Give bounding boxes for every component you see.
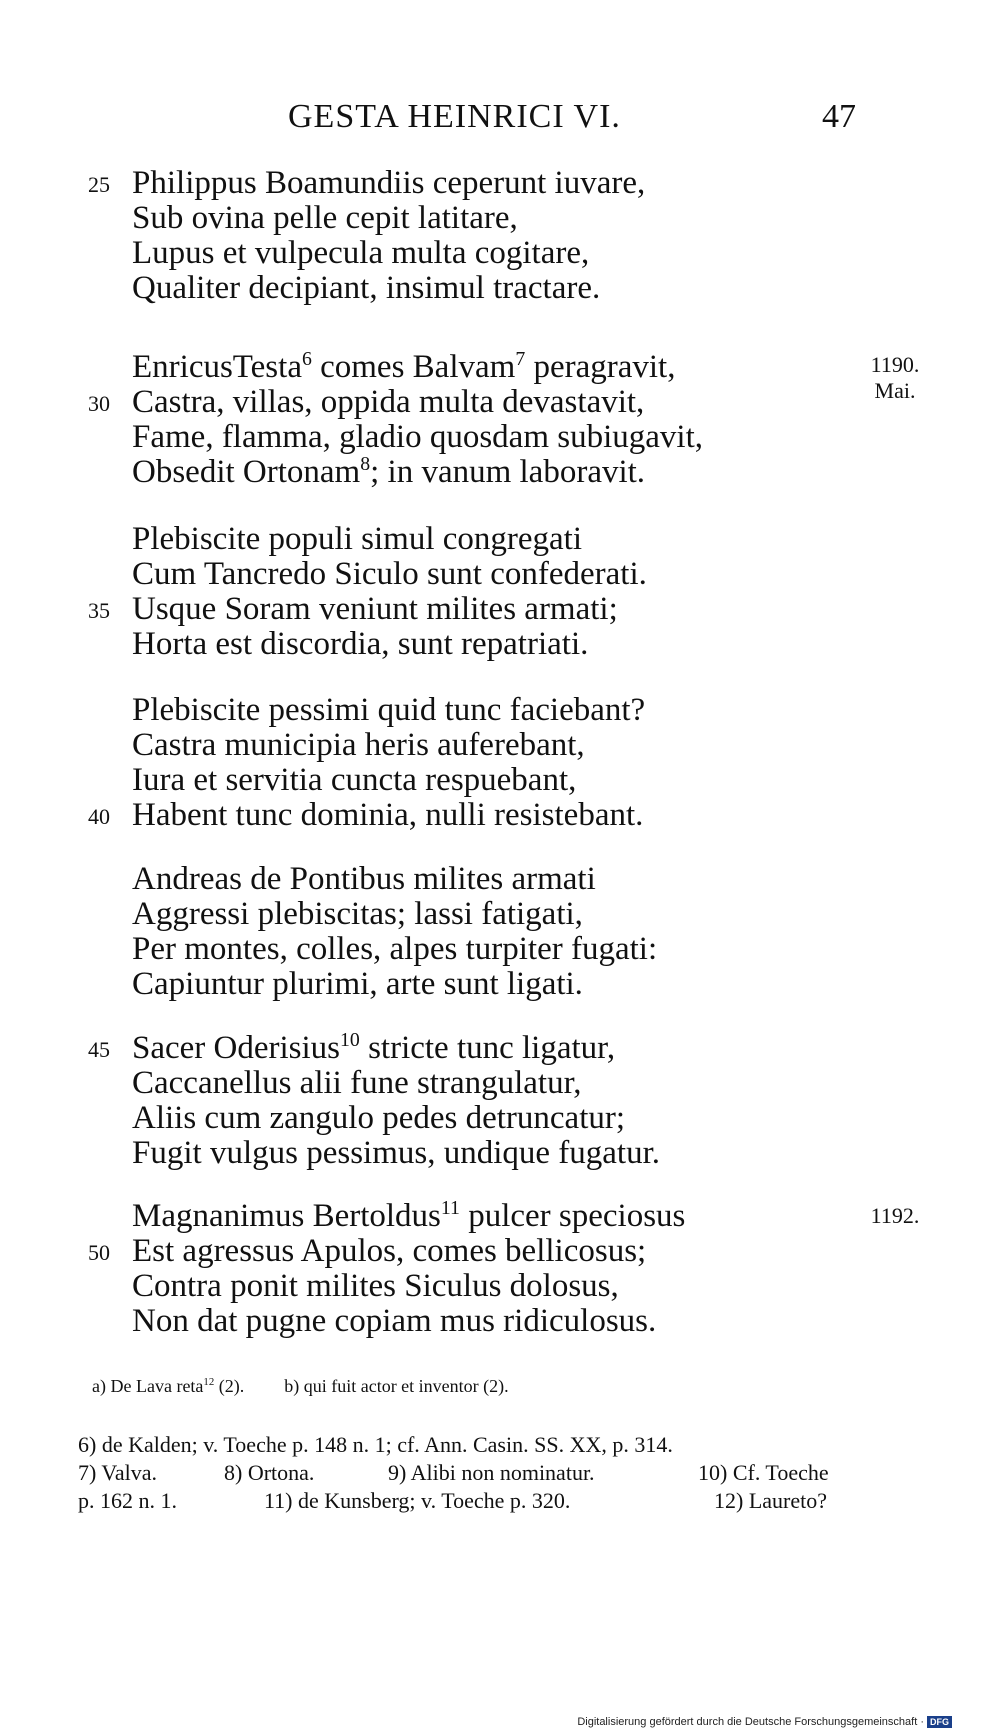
line-number: 40 [88, 804, 110, 829]
footnote-ref: 10 [340, 1029, 360, 1051]
footnote-11: 11) de Kunsberg; v. Toeche p. 320. [264, 1488, 571, 1513]
verse-text: Philippus Boamundiis ceperunt iuvare, [132, 165, 646, 201]
verse-line [0, 627, 1000, 662]
verse-text: Sacer Oderisius$^{10}$ stricte tunc ligatur, [132, 1029, 616, 1066]
footnote-ref: 8 [360, 453, 371, 475]
footnote-9: 9) Alibi non nominatur. [388, 1460, 595, 1485]
stanza-5 [0, 862, 1000, 1002]
verse-text: Aliis cum zangulo pedes detruncatur; [132, 1100, 626, 1136]
line-number: 25 [88, 172, 110, 197]
verse-line [0, 932, 1000, 967]
page-header [0, 98, 1000, 150]
margin-year: 1192. [870, 1203, 920, 1228]
verse-text: Lupus et vulpecula multa cogitare, [132, 235, 590, 271]
footnote-10: 10) Cf. Toeche [698, 1460, 829, 1485]
verse-text: Fame, flamma, gladio quosdam subiugavit, [132, 419, 703, 455]
footnote-7: 7) Valva. [78, 1460, 158, 1485]
verse-text: Contra ponit milites Siculus dolosus, [132, 1268, 619, 1304]
verse-text: Magnanimus Bertoldus$^{11}$ pulcer speciosus [132, 1197, 686, 1234]
critical-apparatus [92, 1376, 509, 1397]
footnote-line [78, 1431, 868, 1459]
footnote-ref: 11 [440, 1197, 460, 1219]
verse-text: Plebiscite populi simul congregati [132, 521, 583, 557]
verse-text: Capiuntur plurimi, arte sunt ligati. [132, 966, 583, 1002]
margin-date-note [860, 352, 930, 404]
verse-text: Iura et servitia cuncta respuebant, [132, 762, 577, 798]
critical-note-a: a) De Lava reta$^{12}$ (2). [92, 1376, 245, 1396]
verse-text: Sub ovina pelle cepit latitare, [132, 200, 518, 236]
verse-line [0, 1304, 1000, 1339]
verse-line [0, 693, 1000, 728]
margin-date-note [860, 1203, 930, 1229]
verse-line [0, 1136, 1000, 1171]
line-number: 35 [88, 598, 110, 623]
stanza-6 [0, 1031, 1000, 1171]
line-number: 45 [88, 1037, 110, 1062]
footnote-line [78, 1487, 868, 1515]
footnotes [78, 1431, 868, 1515]
verse-line [0, 522, 1000, 557]
verse-text: Castra municipia heris auferebant, [132, 727, 585, 763]
verse-text: EnricusTesta$^6$ comes Balvam$^7$ peragravit, [132, 348, 676, 385]
line-number: 50 [88, 1240, 110, 1265]
verse-line [0, 201, 1000, 236]
footnote-10-continued: p. 162 n. 1. [78, 1488, 177, 1513]
stanza-2 [0, 350, 1000, 490]
verse-line [0, 420, 1000, 455]
footnote-6: 6) de Kalden; v. Toeche p. 148 n. 1; cf. Ann. Casin. SS. XX, p. 314. [78, 1432, 673, 1457]
verse-text: Non dat pugne copiam mus ridiculosus. [132, 1303, 657, 1339]
verse-text: Castra, villas, oppida multa devastavit, [132, 384, 645, 420]
verse-text: Fugit vulgus pessimus, undique fugatur. [132, 1135, 660, 1171]
verse-line [0, 1101, 1000, 1136]
verse-text: Usque Soram veniunt milites armati; [132, 591, 618, 627]
verse-line [0, 557, 1000, 592]
verse-line [0, 1269, 1000, 1304]
footnote-ref: 6 [301, 348, 312, 370]
footnote-12: 12) Laureto? [714, 1488, 827, 1513]
verse-text: Andreas de Pontibus milites armati [132, 861, 596, 897]
verse-line [0, 1199, 1000, 1234]
verse-line [0, 728, 1000, 763]
verse-text: Qualiter decipiant, insimul tractare. [132, 270, 601, 306]
dfg-logo: DFG [927, 1716, 952, 1728]
verse-text: Aggressi plebiscitas; lassi fatigati, [132, 896, 583, 932]
verse-line [0, 862, 1000, 897]
verse-text: Cum Tancredo Siculo sunt confederati. [132, 556, 647, 592]
page-number: 47 [822, 98, 856, 135]
digitization-notice [577, 1716, 952, 1728]
critical-note-b: b) qui fuit actor et inventor (2). [284, 1376, 509, 1396]
stanza-7 [0, 1199, 1000, 1339]
verse-line [0, 350, 1000, 385]
verse-text: Habent tunc dominia, nulli resistebant. [132, 797, 644, 833]
verse-line [0, 592, 1000, 627]
footnote-line [78, 1459, 868, 1487]
stanza-3 [0, 522, 1000, 662]
verse-line [0, 897, 1000, 932]
line-number: 30 [88, 391, 110, 416]
verse-line [0, 271, 1000, 306]
margin-year: 1190. [870, 352, 920, 377]
verse-text: Caccanellus alii fune strangulatur, [132, 1065, 582, 1101]
stanza-4 [0, 693, 1000, 833]
verse-text: Est agressus Apulos, comes bellicosus; [132, 1233, 647, 1269]
verse-line [0, 967, 1000, 1002]
verse-text: Per montes, colles, alpes turpiter fugati: [132, 931, 658, 967]
verse-line [0, 166, 1000, 201]
running-head: GESTA HEINRICI VI. [288, 98, 621, 135]
verse-line [0, 1031, 1000, 1066]
verse-line [0, 1234, 1000, 1269]
verse-text: Obsedit Ortonam$^8$; in vanum laboravit. [132, 453, 646, 490]
margin-month: Mai. [874, 378, 916, 403]
footnote-8: 8) Ortona. [224, 1460, 315, 1485]
verse-text: Horta est discordia, sunt repatriati. [132, 626, 589, 662]
verse-line [0, 385, 1000, 420]
footnote-ref: 7 [515, 348, 526, 370]
verse-line [0, 798, 1000, 833]
verse-line [0, 236, 1000, 271]
verse-line [0, 763, 1000, 798]
verse-line [0, 1066, 1000, 1101]
stanza-1 [0, 166, 1000, 306]
verse-line [0, 455, 1000, 490]
verse-text: Plebiscite pessimi quid tunc faciebant? [132, 692, 646, 728]
digitization-text: Digitalisierung gefördert durch die Deutsche Forschungsgemeinschaft · [577, 1716, 924, 1728]
